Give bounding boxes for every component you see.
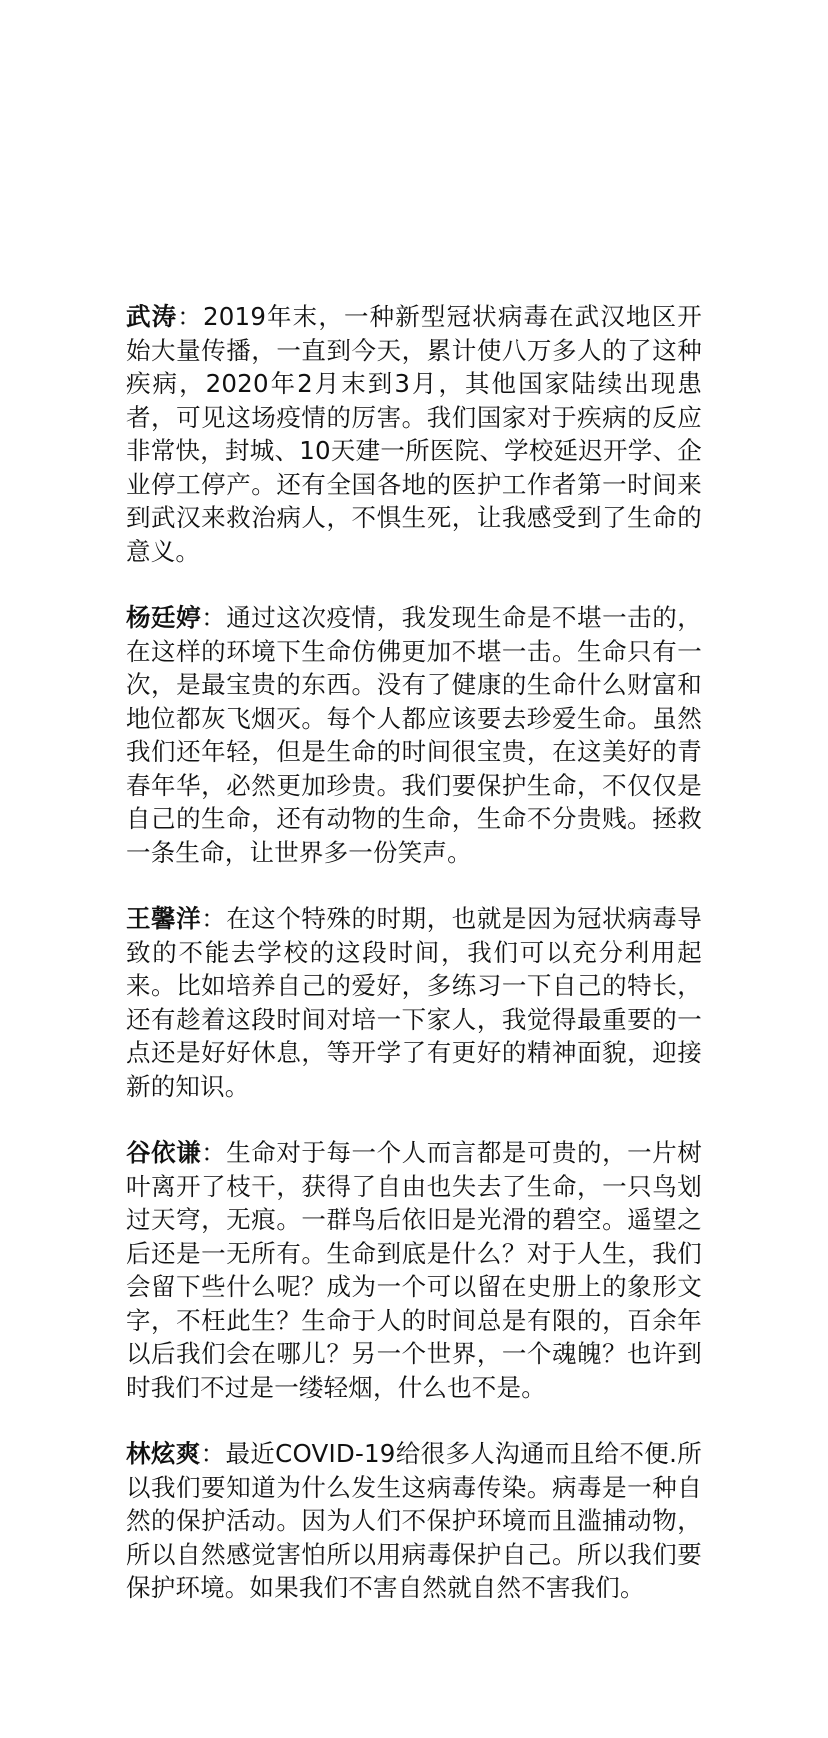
entry-text: 在这个特殊的时期，也就是因为冠状病毒导致的不能去学校的这段时间，我们可以充分利用起来。比如培养自己的爱好，多练习一下自己的特长，还有趁着这段时间对培一下家人，我觉得最重要的一点还是好好休息，等开学了有更好的精神面貌，迎接新的知识。 [126,904,702,1101]
article-body [126,300,702,1638]
entry-text: 最近COVID-19给很多人沟通而且给不便.所以我们要知道为什么发生这病毒传染。病毒是一种自然的保护活动。因为人们不保护环境而且滥捕动物，所以自然感觉害怕所以用病毒保护自己。所以我们要保护环境。如果我们不害自然就自然不害我们。 [126,1439,702,1602]
speaker-separator: ： [177,302,203,331]
speaker-name: 武涛 [126,302,178,331]
speaker-separator: ： [200,1439,226,1468]
speaker-separator: ： [201,1138,227,1167]
entry-text: 2019年末，一种新型冠状病毒在武汉地区开始大量传播，一直到今天，累计使八万多人的了这种疾病，2020年2月末到3月，其他国家陆续出现患者，可见这场疫情的厉害。我们国家对于疾病的反应非常快，封城、10天建一所医院、学校延迟开学、企业停工停产。还有全国各地的医护工作者第一时间来到武汉来救治病人，不惧生死，让我感受到了生命的意义。 [126,302,703,566]
entry-yangtingting [126,601,702,869]
speaker-name: 谷依谦 [126,1138,202,1167]
speaker-name: 王馨洋 [126,904,202,933]
entry-linxuanshuang [126,1437,702,1605]
entry-text: 生命对于每一个人而言都是可贵的，一片树叶离开了枝干，获得了自由也失去了生命，一只鸟划过天穹，无痕。一群鸟后依旧是光滑的碧空。遥望之后还是一无所有。生命到底是什么？对于人生，我们会留下些什么呢？成为一个可以留在史册上的象形文字，不枉此生？生命于人的时间总是有限的，百余年以后我们会在哪儿？另一个世界，一个魂魄？也许到时我们不过是一缕轻烟，什么也不是。 [126,1138,702,1402]
speaker-name: 林炫爽 [126,1439,201,1468]
entry-wangxinyang [126,902,702,1103]
entry-text: 通过这次疫情，我发现生命是不堪一击的，在这样的环境下生命仿佛更加不堪一击。生命只有一次，是最宝贵的东西。没有了健康的生命什么财富和地位都灰飞烟灭。每个人都应该要去珍爱生命。虽然我们还年轻，但是生命的时间很宝贵，在这美好的青春年华，必然更加珍贵。我们要保护生命，不仅仅是自己的生命，还有动物的生命，生命不分贵贱。拯救一条生命，让世界多一份笑声。 [126,603,702,867]
entry-wutao [126,300,702,568]
speaker-separator: ： [201,904,227,933]
speaker-name: 杨廷婷 [126,603,202,632]
speaker-separator: ： [201,603,227,632]
entry-guyiqian [126,1136,702,1404]
